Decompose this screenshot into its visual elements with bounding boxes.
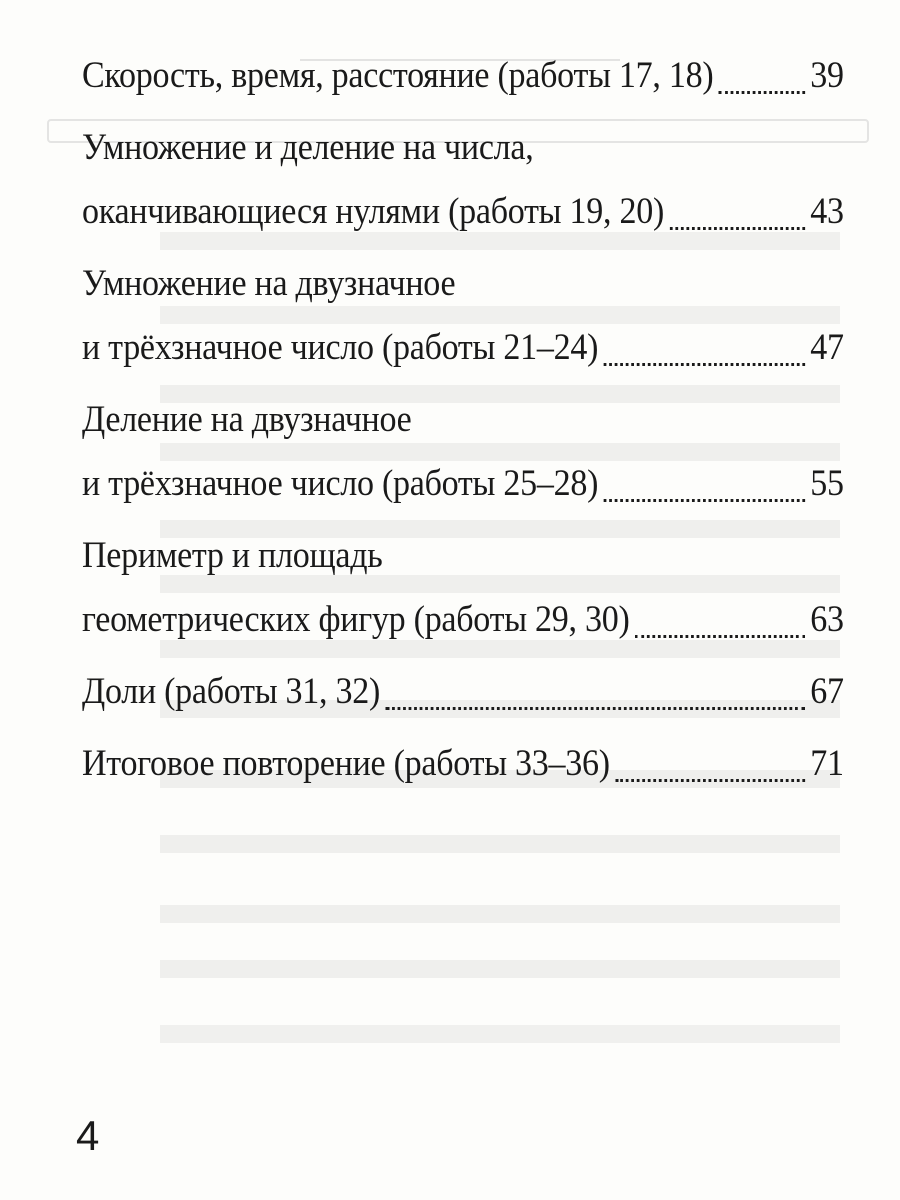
toc-entry-title: Периметр и площадь <box>82 535 383 576</box>
toc-page-number: 67 <box>810 671 844 712</box>
toc-line <box>82 388 844 452</box>
toc-entry-title-continued: оканчивающиеся нулями (работы 19, 20) <box>82 191 665 232</box>
toc-page-number: 47 <box>810 327 844 368</box>
toc-entry-title: Доли (работы 31, 32) <box>82 671 381 712</box>
toc-line <box>82 116 844 180</box>
dot-leader <box>635 635 805 638</box>
toc-line <box>82 252 844 316</box>
toc-entry-title: Итоговое повторение (работы 33–36) <box>82 743 610 784</box>
toc-entry-title: Умножение на двузначное <box>82 263 456 304</box>
toc-entry[interactable] <box>82 116 844 244</box>
page-number: 4 <box>76 1112 100 1159</box>
toc-entry-title: Деление на двузначное <box>82 399 412 440</box>
toc-page-number: 63 <box>810 599 844 640</box>
dot-leader <box>604 499 805 502</box>
dot-leader <box>604 363 805 366</box>
toc-line <box>82 180 844 244</box>
toc-entry[interactable] <box>82 252 844 380</box>
toc-line <box>82 732 844 796</box>
dot-leader <box>615 779 804 782</box>
toc-line <box>82 524 844 588</box>
toc-line <box>82 660 844 724</box>
toc-page-number: 39 <box>810 55 844 96</box>
toc-entry[interactable] <box>82 660 844 724</box>
toc-entry[interactable] <box>82 732 844 796</box>
toc-page-number: 55 <box>810 463 844 504</box>
toc-entry-title: Скорость, время, расстояние (работы 17, 18) <box>82 55 714 96</box>
toc-entry-title-continued: и трёхзначное число (работы 21–24) <box>82 327 599 368</box>
toc-line <box>82 588 844 652</box>
toc-entry[interactable] <box>82 524 844 652</box>
toc-entry[interactable] <box>82 388 844 516</box>
toc-entry-title-continued: геометрических фигур (работы 29, 30) <box>82 599 630 640</box>
toc-line <box>82 316 844 380</box>
dot-leader <box>386 707 805 710</box>
dot-leader <box>670 227 805 230</box>
toc-entry-title-continued: и трёхзначное число (работы 25–28) <box>82 463 599 504</box>
dot-leader <box>719 91 805 94</box>
toc-line <box>82 452 844 516</box>
toc-page-number: 43 <box>810 191 844 232</box>
toc-page-number: 71 <box>810 743 844 784</box>
table-of-contents <box>82 44 844 804</box>
toc-line <box>82 44 844 108</box>
toc-entry-title: Умножение и деление на числа, <box>82 127 534 168</box>
toc-entry[interactable] <box>82 44 844 108</box>
